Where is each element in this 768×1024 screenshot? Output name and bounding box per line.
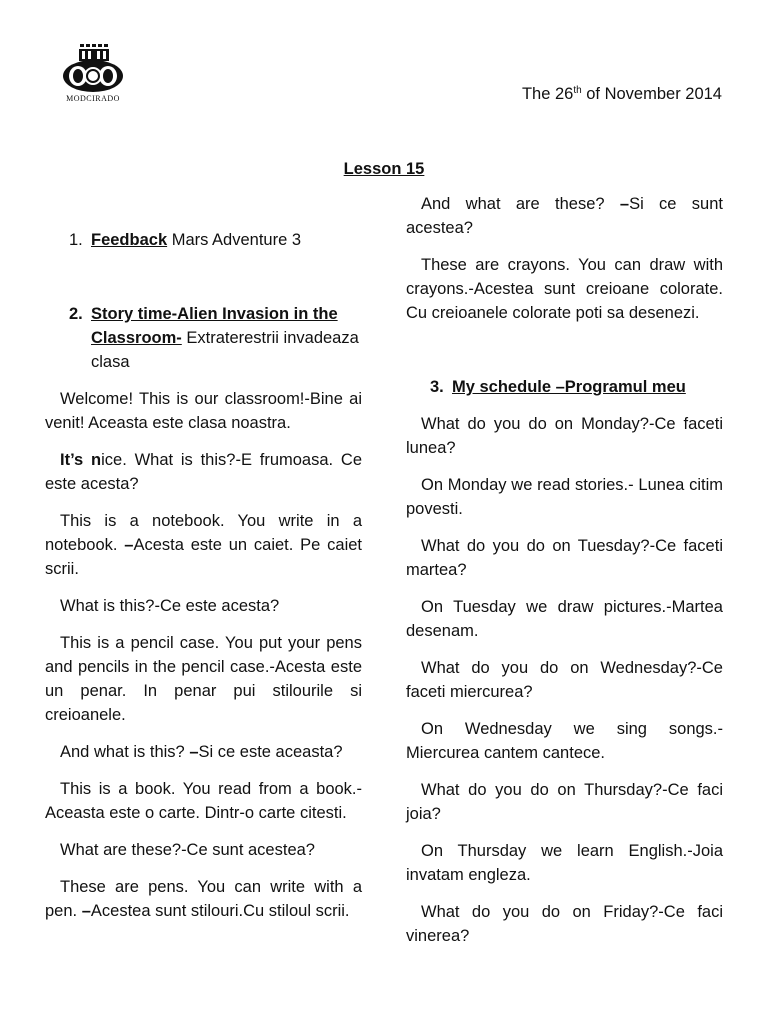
paragraph-text: These are pens. You can write with a pen. [45,878,362,920]
section-label: My schedule –Programul meu [452,378,686,396]
paragraph: Welcome! This is our classroom!-Bine ai venit! Aceasta este clasa noastra. [45,390,362,432]
paragraph: What do you do on Wednesday?-Ce faceti miercurea? [406,659,723,701]
date-prefix: The 26 [521,85,574,103]
dash: – [124,536,134,554]
paragraph-text: ice. What is this?-E frumoasa. Ce este acesta? [45,451,362,493]
paragraph: On Thursday we learn English.-Joia invatam engleza. [406,842,723,884]
paragraph: This is a book. You read from a book.-Aceasta este o carte. Dintr-o carte citesti. [45,780,362,822]
logo-text: MODCIRADO [66,94,120,103]
paragraph: What is this?-Ce este acesta? [60,597,280,615]
paragraph [45,740,362,764]
right-column [406,192,723,948]
paragraph-text: This is a notebook. You write in a notebook. [45,512,362,554]
paragraph: On Monday we read stories.- Lunea citim povesti. [406,476,723,518]
date-ordinal-suffix: th [573,85,582,96]
paragraph [45,448,362,496]
paragraph: What do you do on Friday?-Ce faci vinerea? [406,903,723,945]
section-number: 3. [430,378,444,396]
paragraph [406,192,723,240]
paragraph [45,509,362,581]
section-number: 1. [69,231,83,249]
section-my-schedule [406,375,723,399]
paragraph: What are these?-Ce sunt acestea? [60,841,315,859]
dash: – [81,902,91,920]
left-column [45,228,362,923]
section-number: 2. [69,305,83,323]
paragraph-text: Si ce este aceasta? [198,743,343,761]
section-story-time [45,302,362,374]
dash: – [619,195,630,213]
paragraph: On Wednesday we sing songs.-Miercurea cantem cantece. [406,720,723,762]
paragraph-text: Acestea sunt stilouri.Cu stiloul scrii. [90,902,350,920]
date-suffix: of November 2014 [581,85,722,103]
lesson-title: Lesson 15 [343,160,425,178]
paragraph: This is a pencil case. You put your pens and pencils in the pencil case.-Acesta este un penar. In penar pui stilourile si creioanele. [45,634,362,724]
section-label: Story time-Alien Invasion in the Classroom- [91,305,338,347]
paragraph-bold-start: It’s n [60,451,102,469]
dash: – [189,743,199,761]
paragraph-text: Si ce sunt acestea? [406,195,723,237]
paragraph [45,875,362,923]
theatre-crest-icon [58,40,128,94]
paragraph-text: And what are these? [421,195,620,213]
logo [58,40,128,104]
section-text: Extraterestrii invadeaza clasa [91,329,359,371]
section-text: Mars Adventure 3 [167,231,302,249]
section-label: Feedback [91,231,168,249]
paragraph-text: And what is this? [60,743,190,761]
section-feedback [45,228,362,252]
paragraph: What do you do on Monday?-Ce faceti lunea? [406,415,723,457]
paragraph: What do you do on Tuesday?-Ce faceti martea? [406,537,723,579]
paragraph: What do you do on Thursday?-Ce faci joia? [406,781,723,823]
paragraph-text: Acesta este un caiet. Pe caiet scrii. [45,536,362,578]
lesson-date [522,82,722,106]
paragraph: These are crayons. You can draw with crayons.-Acestea sunt creioane colorate. Cu creioanele colorate poti sa desenezi. [406,256,723,322]
paragraph: On Tuesday we draw pictures.-Martea desenam. [406,598,723,640]
